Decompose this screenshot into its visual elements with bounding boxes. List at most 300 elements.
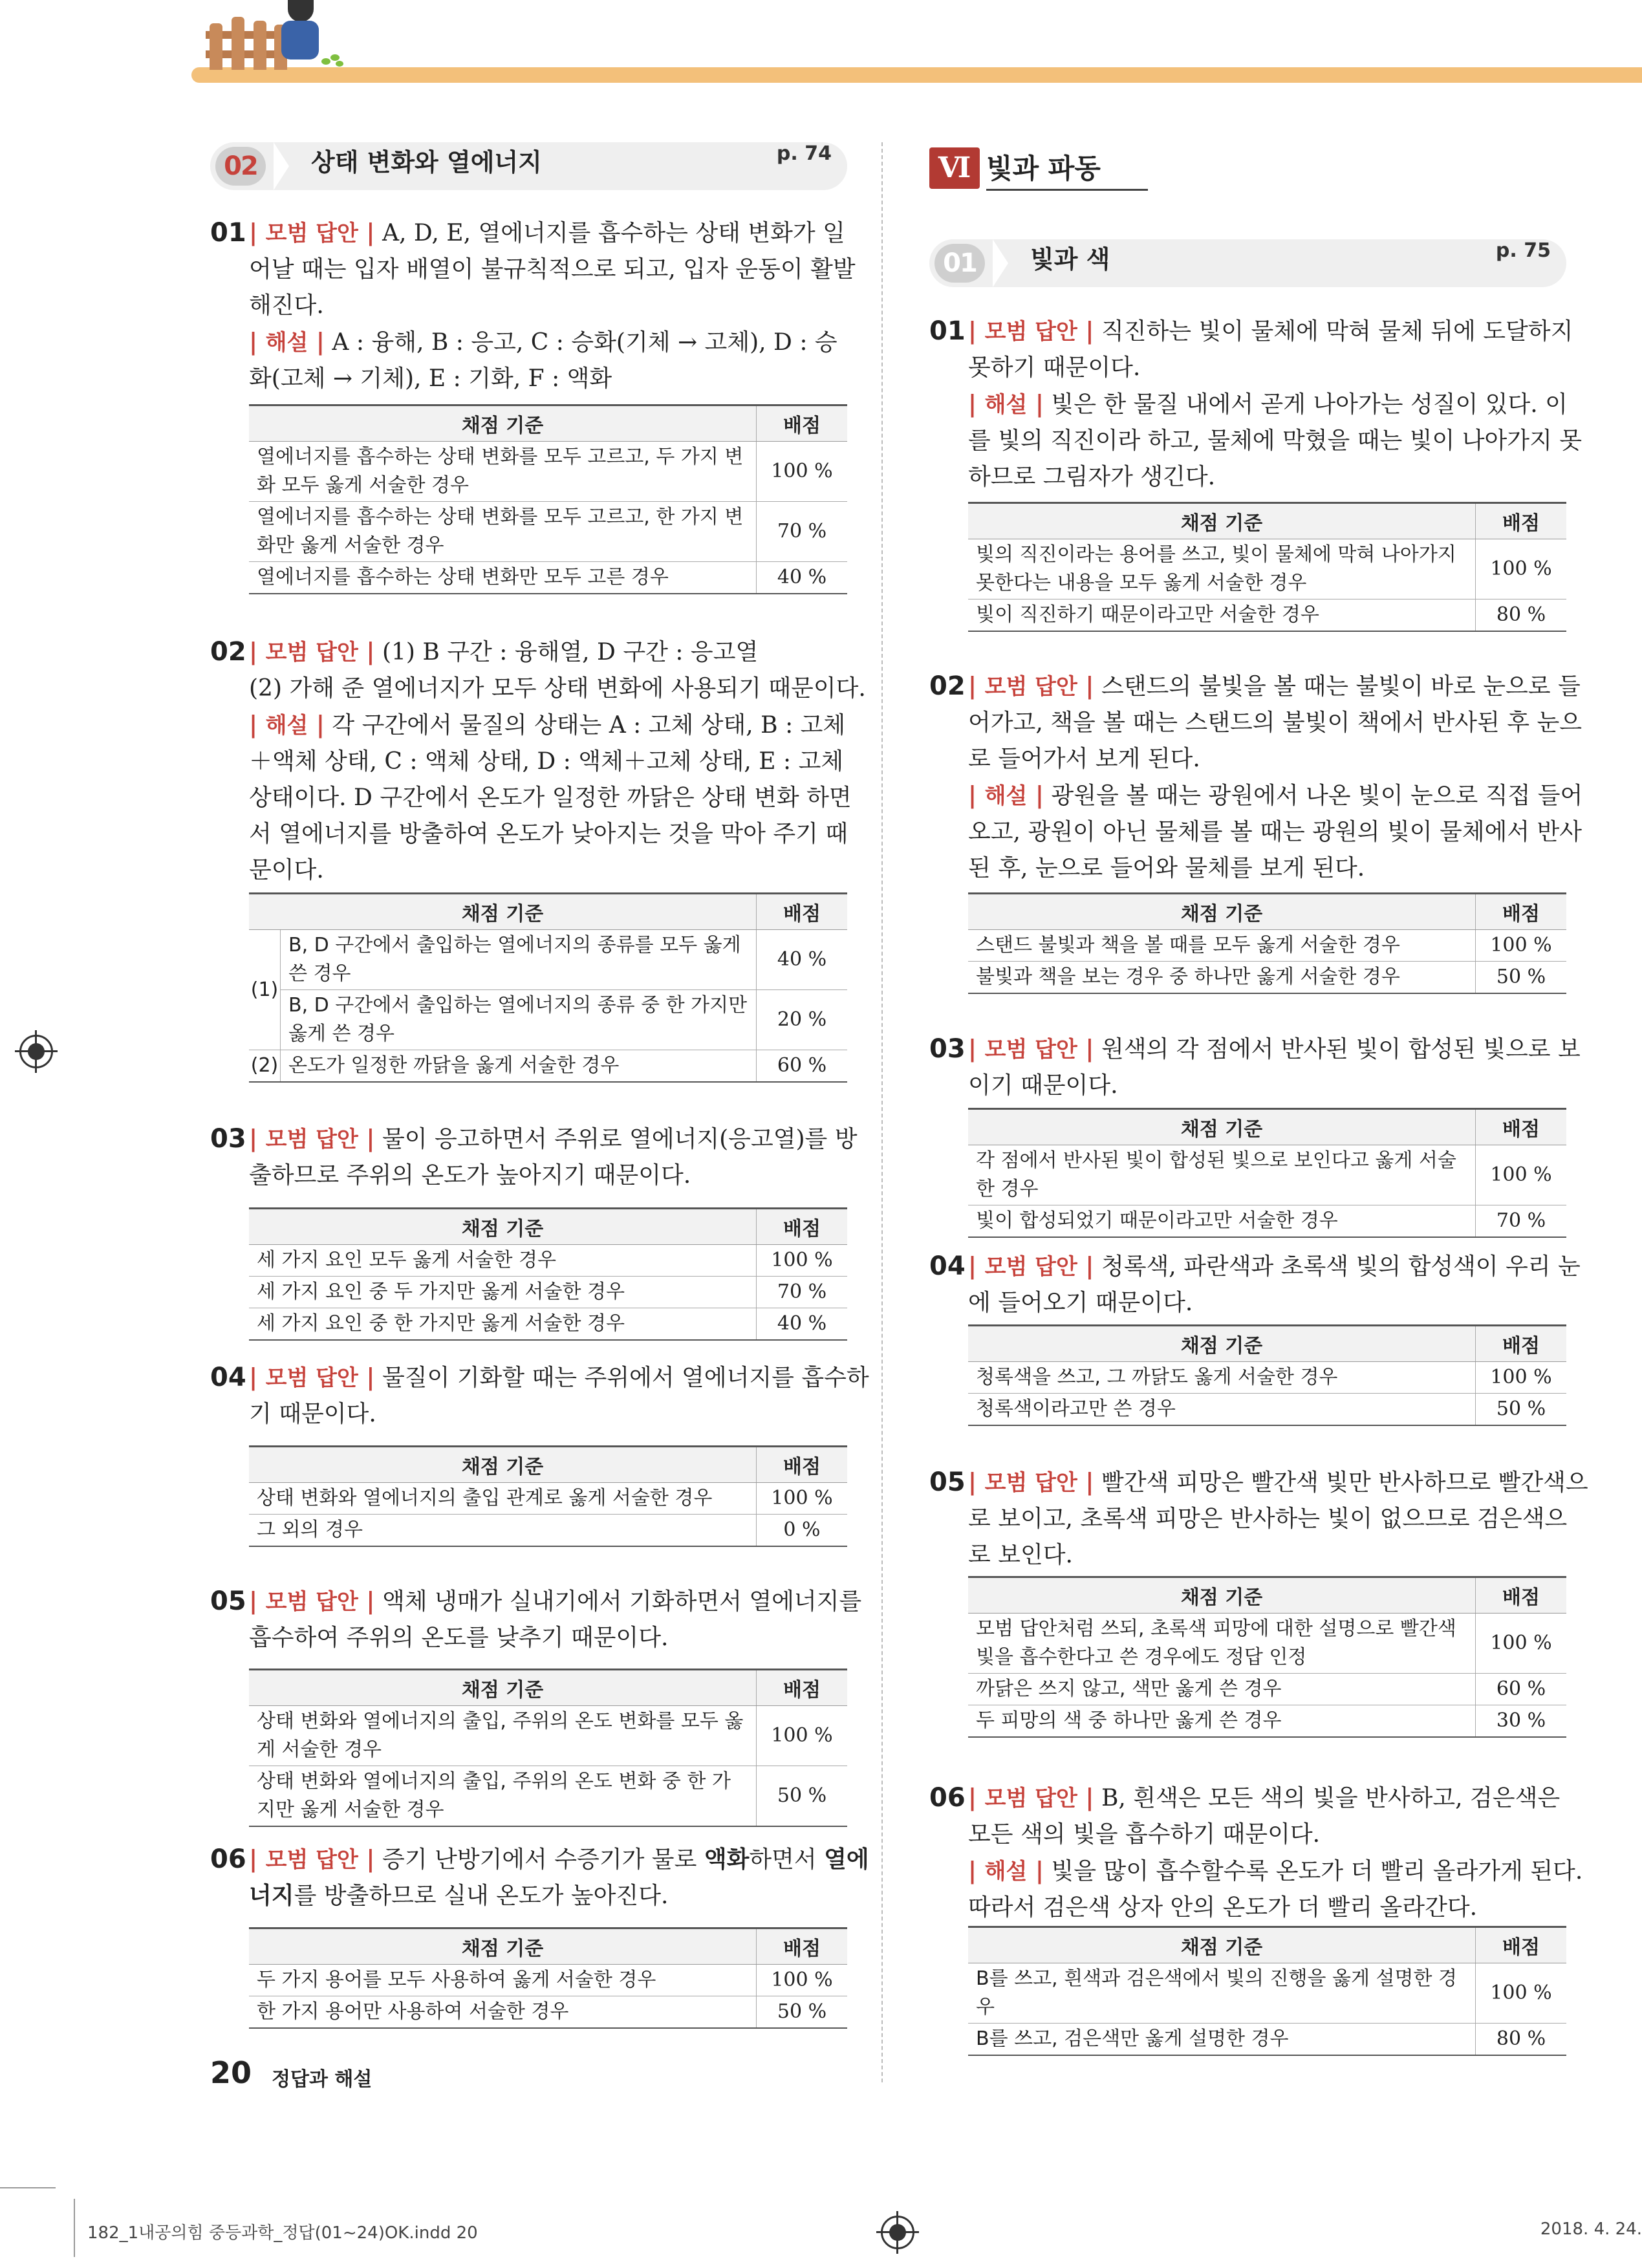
question-number: 06 [929, 1783, 966, 1813]
table-criteria-cell: B를 쓰고, 흰색과 검은색에서 빛의 진행을 옳게 설명한 경우 [968, 1963, 1476, 2024]
table-header-criteria: 채점 기준 [968, 1927, 1476, 1963]
table-row [249, 502, 847, 562]
answer-text: 원색의 각 점에서 반사된 빛이 합성된 빛으로 보 [1094, 1036, 1581, 1063]
tag-bar: | [968, 318, 985, 345]
table-row [249, 1483, 847, 1515]
question-number: 04 [210, 1363, 246, 1392]
answer-text: 어가고, 책을 볼 때는 스탠드의 불빛이 책에서 반사된 후 눈으 [968, 709, 1583, 736]
table-header-score: 배점 [1476, 1109, 1567, 1145]
answer-line [249, 780, 852, 816]
answer-text: 된 후, 눈으로 들어와 물체를 보게 된다. [968, 855, 1365, 881]
tag-bar: | [1077, 673, 1094, 700]
answer-line [968, 741, 1566, 777]
question-number: 05 [210, 1586, 246, 1616]
answer-text: 오고, 광원이 아닌 물체를 볼 때는 광원의 빛이 물체에서 반사 [968, 819, 1583, 845]
answer-line [968, 459, 1566, 495]
answer-text: 직진하는 빛이 물체에 막혀 물체 뒤에 도달하지 [1094, 318, 1573, 345]
unit-badge: Ⅵ [929, 147, 980, 189]
question-answer [968, 1780, 1583, 1926]
answer-line [249, 1841, 869, 1878]
answer-tag: 해설 [984, 1859, 1028, 1885]
question-number: 02 [929, 671, 966, 701]
answer-tag: 해설 [265, 330, 308, 356]
tag-bar: | [1077, 1469, 1094, 1496]
table-row [249, 1515, 847, 1547]
section-number: 01 [934, 244, 985, 283]
tag-bar: | [968, 1253, 985, 1280]
answer-tag: 모범 답안 [265, 221, 358, 246]
table-header-criteria: 채점 기준 [968, 894, 1476, 930]
table-criteria-cell: 불빛과 책을 보는 경우 중 하나만 옳게 서술한 경우 [968, 962, 1476, 994]
tag-bar: | [968, 1035, 985, 1063]
answer-line [968, 1031, 1581, 1068]
tag-bar: | [1077, 1784, 1094, 1811]
table-header-criteria: 채점 기준 [968, 503, 1476, 539]
answer-tag: 모범 답안 [984, 1037, 1077, 1063]
table-row [968, 1362, 1566, 1394]
table-row [968, 599, 1566, 632]
table-row [249, 442, 847, 502]
answer-line [249, 1158, 847, 1194]
answer-text: 문이다. [249, 857, 324, 883]
tag-bar: | [249, 638, 266, 665]
answer-tag: 모범 답안 [265, 640, 358, 665]
answer-line [249, 671, 866, 707]
question-answer [249, 1121, 858, 1194]
answer-text: 모든 색의 빛을 흡수하기 때문이다. [968, 1821, 1321, 1848]
table-score-cell: 100 % [1476, 1614, 1567, 1674]
table-criteria-cell: 빛이 직진하기 때문이라고만 서술한 경우 [968, 599, 1476, 632]
table-score-cell: 50 % [757, 1996, 848, 2029]
answer-tag: 모범 답안 [984, 674, 1077, 700]
answer-text: (1) B 구간 : 융해열, D 구간 : 응고열 [374, 639, 759, 665]
tag-bar: | [968, 782, 985, 809]
answer-line [968, 1464, 1588, 1501]
table-row [968, 1145, 1566, 1205]
answer-line [249, 1121, 858, 1158]
table-score-cell: 80 % [1476, 599, 1567, 632]
table-header-criteria: 채점 기준 [968, 1326, 1476, 1362]
table-row [968, 1394, 1566, 1426]
table-criteria-cell: 열에너지를 흡수하는 상태 변화를 모두 고르고, 한 가지 변화만 옳게 서술한 경우 [249, 502, 757, 562]
answer-text: ＋액체 상태, C : 액체 상태, D : 액체＋고체 상태, E : 고체 [249, 748, 844, 775]
question-number: 05 [929, 1467, 966, 1497]
table-row [249, 1050, 847, 1083]
question-number: 01 [210, 218, 246, 248]
answer-text: 흡수하여 주위의 온도를 낮추기 때문이다. [249, 1625, 669, 1651]
table-criteria-cell: 한 가지 용어만 사용하여 서술한 경우 [249, 1996, 757, 2029]
question-answer [249, 1841, 869, 1914]
table-criteria-cell: B, D 구간에서 출입하는 열에너지의 종류 중 한 가지만 옳게 쓴 경우 [281, 990, 757, 1050]
question-answer [249, 1583, 862, 1656]
unit-title: 빛과 파동 [986, 153, 1101, 184]
table-header-score: 배점 [1476, 894, 1567, 930]
sprout-illustration [319, 52, 345, 70]
answer-line [968, 1068, 1566, 1104]
tag-bar: | [968, 673, 985, 700]
table-criteria-cell: 빛의 직진이라는 용어를 쓰고, 빛이 물체에 막혀 나아가지 못한다는 내용을 모두 옳게 서술한 경우 [968, 539, 1476, 599]
answer-line [968, 313, 1573, 350]
tag-bar: | [249, 1125, 266, 1152]
answer-text: 액체 냉매가 실내기에서 기화하면서 열에너지를 [374, 1588, 862, 1615]
answer-tag: 모범 답안 [984, 1470, 1077, 1496]
answer-text: 상태이다. D 구간에서 온도가 일정한 까닭은 상태 변화 하면 [249, 784, 852, 811]
answer-tag: 해설 [984, 783, 1028, 809]
answer-tag: 모범 답안 [984, 1786, 1077, 1811]
table-row [968, 1205, 1566, 1238]
table-row [249, 930, 847, 990]
table-criteria-cell: 상태 변화와 열에너지의 출입, 주위의 온도 변화 중 한 가지만 옳게 서술한 경우 [249, 1766, 757, 1827]
answer-tag: 모범 답안 [265, 1847, 358, 1873]
table-criteria-cell: 스탠드 불빛과 책을 볼 때를 모두 옳게 서술한 경우 [968, 930, 1476, 962]
question-answer [968, 1464, 1588, 1573]
footer-label: 정답과 해설 [272, 2068, 373, 2091]
answer-line [968, 1817, 1566, 1853]
table-score-cell: 100 % [1476, 1362, 1567, 1394]
table-row [968, 1705, 1566, 1738]
tag-bar: | [358, 1588, 375, 1615]
tag-bar: | [1077, 318, 1094, 345]
answer-line [249, 252, 856, 288]
table-header-criteria: 채점 기준 [968, 1109, 1476, 1145]
scoring-table [968, 1576, 1566, 1738]
tag-bar: | [968, 1784, 985, 1811]
table-criteria-cell: B, D 구간에서 출입하는 열에너지의 종류를 모두 옳게 쓴 경우 [281, 930, 757, 990]
answer-line [968, 1780, 1566, 1817]
answer-line [968, 850, 1566, 887]
answer-tag: 모범 답안 [984, 319, 1077, 345]
scoring-table [968, 1108, 1566, 1238]
table-criteria-cell: 상태 변화와 열에너지의 출입 관계로 옳게 서술한 경우 [249, 1483, 757, 1515]
answer-line [968, 423, 1583, 459]
answer-line [249, 852, 847, 889]
table-criteria-cell: 상태 변화와 열에너지의 출입, 주위의 온도 변화를 모두 옳게 서술한 경우 [249, 1706, 757, 1766]
answer-line [249, 215, 847, 252]
section-page: p. 75 [1495, 239, 1551, 262]
table-header-criteria: 채점 기준 [249, 405, 757, 442]
answer-text: 화(고체 → 기체), E : 기화, F : 액화 [249, 365, 612, 392]
table-row [968, 1674, 1566, 1705]
table-header-score: 배점 [757, 1447, 848, 1483]
question-answer [249, 215, 856, 397]
table-sub-label: (2) [249, 1050, 281, 1083]
table-criteria-cell: 각 점에서 반사된 빛이 합성된 빛으로 보인다고 옳게 서술한 경우 [968, 1145, 1476, 1205]
scoring-table [968, 502, 1566, 632]
table-row [249, 1277, 847, 1308]
table-header-score: 배점 [757, 405, 848, 442]
scoring-table [249, 404, 847, 594]
tag-bar: | [358, 1364, 375, 1391]
answer-text: 를 빛의 직진이라 하고, 물체에 막혔을 때는 빛이 나아가지 못 [968, 427, 1583, 454]
answer-text: 출하므로 주위의 온도가 높아지기 때문이다. [249, 1162, 691, 1189]
table-criteria-cell: 까닭은 쓰지 않고, 색만 옳게 쓴 경우 [968, 1674, 1476, 1705]
tag-bar: | [1027, 391, 1044, 418]
tag-bar: | [358, 638, 375, 665]
table-score-cell: 100 % [1476, 1145, 1567, 1205]
answer-line [249, 1583, 862, 1620]
table-header-score: 배점 [1476, 1577, 1567, 1614]
answer-line [249, 288, 847, 324]
answer-text: 빛을 많이 흡수할수록 온도가 더 빨리 올라가게 된다. [1043, 1858, 1583, 1885]
emphasis-text: 너지 [249, 1883, 294, 1909]
answer-text: 로 보인다. [968, 1542, 1073, 1568]
crop-mark [74, 2199, 75, 2257]
scoring-table [249, 1927, 847, 2029]
emphasis-text: 열에 [824, 1846, 869, 1873]
section-header-right [929, 239, 1566, 287]
answer-line [968, 350, 1566, 386]
answer-text: 빛은 한 물질 내에서 곧게 나아가는 성질이 있다. 이 [1043, 391, 1568, 418]
question-number: 06 [210, 1844, 246, 1874]
question-number: 04 [929, 1251, 966, 1281]
table-header-score: 배점 [757, 894, 848, 930]
table-row [968, 539, 1566, 599]
answer-tag: 해설 [265, 713, 308, 739]
tag-bar: | [249, 1588, 266, 1615]
table-criteria-cell: 세 가지 요인 중 한 가지만 옳게 서술한 경우 [249, 1308, 757, 1341]
table-score-cell: 100 % [757, 1245, 848, 1277]
answer-line [968, 1501, 1566, 1537]
table-row [249, 562, 847, 594]
tag-bar: | [358, 1125, 375, 1152]
table-row [249, 1996, 847, 2029]
tag-bar: | [358, 219, 375, 246]
answer-line [249, 1878, 847, 1914]
answer-text: 광원을 볼 때는 광원에서 나온 빛이 눈으로 직접 들어 [1043, 783, 1583, 809]
scoring-table [249, 1445, 847, 1547]
section-page: p. 74 [776, 142, 832, 165]
table-score-cell: 100 % [757, 1965, 848, 1996]
table-sub-label: (1) [249, 930, 281, 1050]
page-number: 20 [210, 2055, 252, 2090]
section-number: 02 [215, 147, 266, 186]
question-answer [968, 668, 1583, 887]
question-answer [968, 313, 1583, 495]
table-header-criteria: 채점 기준 [249, 1670, 757, 1706]
table-score-cell: 30 % [1476, 1705, 1567, 1738]
answer-text: 에 들어오기 때문이다. [968, 1290, 1193, 1316]
scoring-table [249, 1669, 847, 1827]
answer-text: 각 구간에서 물질의 상태는 A : 고체 상태, B : 고체 [324, 712, 846, 739]
scoring-table [968, 1926, 1566, 2056]
table-criteria-cell: 세 가지 요인 모두 옳게 서술한 경우 [249, 1245, 757, 1277]
table-score-cell: 100 % [757, 442, 848, 502]
table-score-cell: 100 % [757, 1706, 848, 1766]
table-score-cell: 20 % [757, 990, 848, 1050]
table-row [249, 1308, 847, 1341]
answer-line [968, 814, 1583, 850]
top-decor-bar [191, 67, 1642, 83]
table-header-score: 배점 [757, 1928, 848, 1965]
question-answer [968, 1248, 1581, 1321]
answer-line [249, 634, 847, 671]
table-score-cell: 40 % [757, 1308, 848, 1341]
answer-text: A : 융해, B : 응고, C : 승화(기체 → 고체), D : 승 [324, 329, 837, 356]
table-criteria-cell: 모범 답안처럼 쓰되, 초록색 피망에 대한 설명으로 빨간색 빛을 흡수한다고 쓴 경우에도 정답 인정 [968, 1614, 1476, 1674]
table-criteria-cell: 세 가지 요인 중 두 가지만 옳게 서술한 경우 [249, 1277, 757, 1308]
table-score-cell: 50 % [1476, 1394, 1567, 1426]
scoring-table [249, 892, 847, 1083]
table-criteria-cell: 빛이 합성되었기 때문이라고만 서술한 경우 [968, 1205, 1476, 1238]
answer-line [249, 744, 847, 780]
emphasis-text: 액화 [704, 1846, 750, 1873]
crop-mark [0, 2187, 56, 2188]
answer-line [968, 386, 1566, 423]
column-divider [881, 142, 883, 2082]
tag-bar: | [358, 1846, 375, 1873]
table-header-criteria: 채점 기준 [249, 1209, 757, 1245]
table-score-cell: 40 % [757, 930, 848, 990]
table-score-cell: 80 % [1476, 2024, 1567, 2056]
answer-line [968, 1853, 1583, 1890]
table-row [968, 1963, 1566, 2024]
tag-bar: | [249, 1364, 266, 1391]
answer-text: 물이 응고하면서 주위로 열에너지(응고열)를 방 [374, 1126, 858, 1152]
answer-text: 로 들어가서 보게 된다. [968, 746, 1200, 772]
tag-bar: | [249, 329, 266, 356]
table-header-score: 배점 [757, 1209, 848, 1245]
question-answer [968, 1031, 1581, 1104]
table-row [968, 930, 1566, 962]
answer-text: 못하기 때문이다. [968, 354, 1141, 381]
question-answer [249, 1359, 869, 1432]
table-score-cell: 100 % [1476, 539, 1567, 599]
answer-tag: 모범 답안 [265, 1589, 358, 1615]
tag-bar: | [249, 219, 266, 246]
table-score-cell: 70 % [1476, 1205, 1567, 1238]
table-score-cell: 70 % [757, 502, 848, 562]
table-score-cell: 70 % [757, 1277, 848, 1308]
table-score-cell: 100 % [1476, 1963, 1567, 2024]
answer-text: 하면서 [749, 1846, 825, 1873]
table-score-cell: 50 % [1476, 962, 1567, 994]
answer-text: 빨간색 피망은 빨간색 빛만 반사하므로 빨간색으 [1094, 1469, 1588, 1496]
tag-bar: | [1077, 1253, 1094, 1280]
scoring-table [968, 1324, 1566, 1426]
table-score-cell: 100 % [757, 1483, 848, 1515]
answer-line [249, 816, 847, 852]
question-answer [249, 634, 866, 889]
table-criteria-cell: 온도가 일정한 까닭을 옳게 서술한 경우 [281, 1050, 757, 1083]
tag-bar: | [1027, 782, 1044, 809]
answer-line [968, 668, 1581, 705]
question-number: 01 [929, 316, 966, 346]
answer-text: 로 보이고, 초록색 피망은 반사하는 빛이 없으므로 검은색으 [968, 1506, 1568, 1532]
table-score-cell: 100 % [1476, 930, 1567, 962]
section-title: 빛과 색 [1030, 245, 1110, 274]
table-row [249, 990, 847, 1050]
tag-bar: | [1077, 1035, 1094, 1063]
answer-text: B, 흰색은 모든 색의 빛을 반사하고, 검은색은 [1094, 1785, 1561, 1811]
scoring-table [249, 1207, 847, 1341]
table-header-criteria: 채점 기준 [968, 1577, 1476, 1614]
answer-text: 서 열에너지를 방출하여 온도가 낮아지는 것을 막아 주기 때 [249, 821, 848, 847]
question-number: 03 [210, 1124, 246, 1154]
table-row [249, 1766, 847, 1827]
scoring-table [968, 892, 1566, 994]
tag-bar: | [249, 1846, 266, 1873]
answer-line [249, 324, 847, 361]
answer-line [249, 1359, 869, 1396]
answer-text: 해진다. [249, 292, 324, 319]
table-criteria-cell: 두 피망의 색 중 하나만 옳게 쓴 경우 [968, 1705, 1476, 1738]
table-header-score: 배점 [1476, 1927, 1567, 1963]
answer-tag: 모범 답안 [265, 1127, 358, 1152]
answer-line [249, 1396, 847, 1432]
answer-line [249, 707, 847, 744]
answer-text: 를 방출하므로 실내 온도가 높아진다. [294, 1883, 669, 1909]
table-criteria-cell: 청록색을 쓰고, 그 까닭도 옳게 서술한 경우 [968, 1362, 1476, 1394]
tag-bar: | [249, 711, 266, 739]
table-row [249, 1965, 847, 1996]
answer-text: 이기 때문이다. [968, 1072, 1118, 1099]
table-row [968, 962, 1566, 994]
tag-bar: | [968, 391, 985, 418]
answer-text: 청록색, 파란색과 초록색 빛의 합성색이 우리 눈 [1094, 1253, 1581, 1280]
table-row [968, 1614, 1566, 1674]
tag-bar: | [1027, 1857, 1044, 1885]
answer-line [968, 1537, 1566, 1573]
answer-text: 스탠드의 불빛을 볼 때는 불빛이 바로 눈으로 들 [1094, 673, 1581, 700]
answer-text: A, D, E, 열에너지를 흡수하는 상태 변화가 일 [374, 220, 845, 246]
tag-bar: | [308, 711, 325, 739]
answer-line [249, 361, 847, 397]
table-header-score: 배점 [757, 1670, 848, 1706]
table-header-criteria: 채점 기준 [249, 1447, 757, 1483]
table-row [968, 2024, 1566, 2056]
answer-text: 어날 때는 입자 배열이 불규칙적으로 되고, 입자 운동이 활발 [249, 256, 856, 283]
table-score-cell: 60 % [1476, 1674, 1567, 1705]
answer-line [968, 777, 1583, 814]
table-score-cell: 60 % [757, 1050, 848, 1083]
answer-tag: 해설 [984, 392, 1028, 418]
section-title: 상태 변화와 열에너지 [311, 148, 542, 177]
registration-mark-bottom [881, 2216, 914, 2249]
table-header-criteria: 채점 기준 [249, 1928, 757, 1965]
answer-text: 하므로 그림자가 생긴다. [968, 464, 1216, 490]
answer-line [968, 1890, 1566, 1926]
answer-line [968, 1248, 1581, 1285]
answer-text: 따라서 검은색 상자 안의 온도가 더 빨리 올라간다. [968, 1894, 1478, 1921]
table-header-criteria: 채점 기준 [249, 894, 757, 930]
answer-tag: 모범 답안 [265, 1365, 358, 1391]
table-criteria-cell: B를 쓰고, 검은색만 옳게 설명한 경우 [968, 2024, 1476, 2056]
answer-text: 물질이 기화할 때는 주위에서 열에너지를 흡수하 [374, 1365, 869, 1391]
table-score-cell: 50 % [757, 1766, 848, 1827]
registration-mark-left [19, 1035, 53, 1068]
answer-text: 기 때문이다. [249, 1401, 376, 1427]
section-header-left [210, 142, 847, 190]
answer-tag: 모범 답안 [984, 1254, 1077, 1280]
answer-text: (2) 가해 준 열에너지가 모두 상태 변화에 사용되기 때문이다. [249, 675, 866, 702]
print-file-name: 182_1내공의힘 중등과학_정답(01~24)OK.indd 20 [87, 2223, 478, 2243]
print-date: 2018. 4. 24. [1540, 2219, 1642, 2239]
question-number: 03 [929, 1034, 966, 1064]
tag-bar: | [308, 329, 325, 356]
answer-line [968, 705, 1583, 741]
answer-text: 증기 난방기에서 수증기가 물로 [374, 1846, 704, 1873]
answer-line [968, 1285, 1566, 1321]
table-criteria-cell: 열에너지를 흡수하는 상태 변화를 모두 고르고, 두 가지 변화 모두 옳게 서술한 경우 [249, 442, 757, 502]
table-row [249, 1706, 847, 1766]
table-criteria-cell: 열에너지를 흡수하는 상태 변화만 모두 고른 경우 [249, 562, 757, 594]
table-score-cell: 40 % [757, 562, 848, 594]
table-score-cell: 0 % [757, 1515, 848, 1547]
answer-line [249, 1620, 847, 1656]
tag-bar: | [968, 1469, 985, 1496]
table-row [249, 1245, 847, 1277]
table-criteria-cell: 그 외의 경우 [249, 1515, 757, 1547]
